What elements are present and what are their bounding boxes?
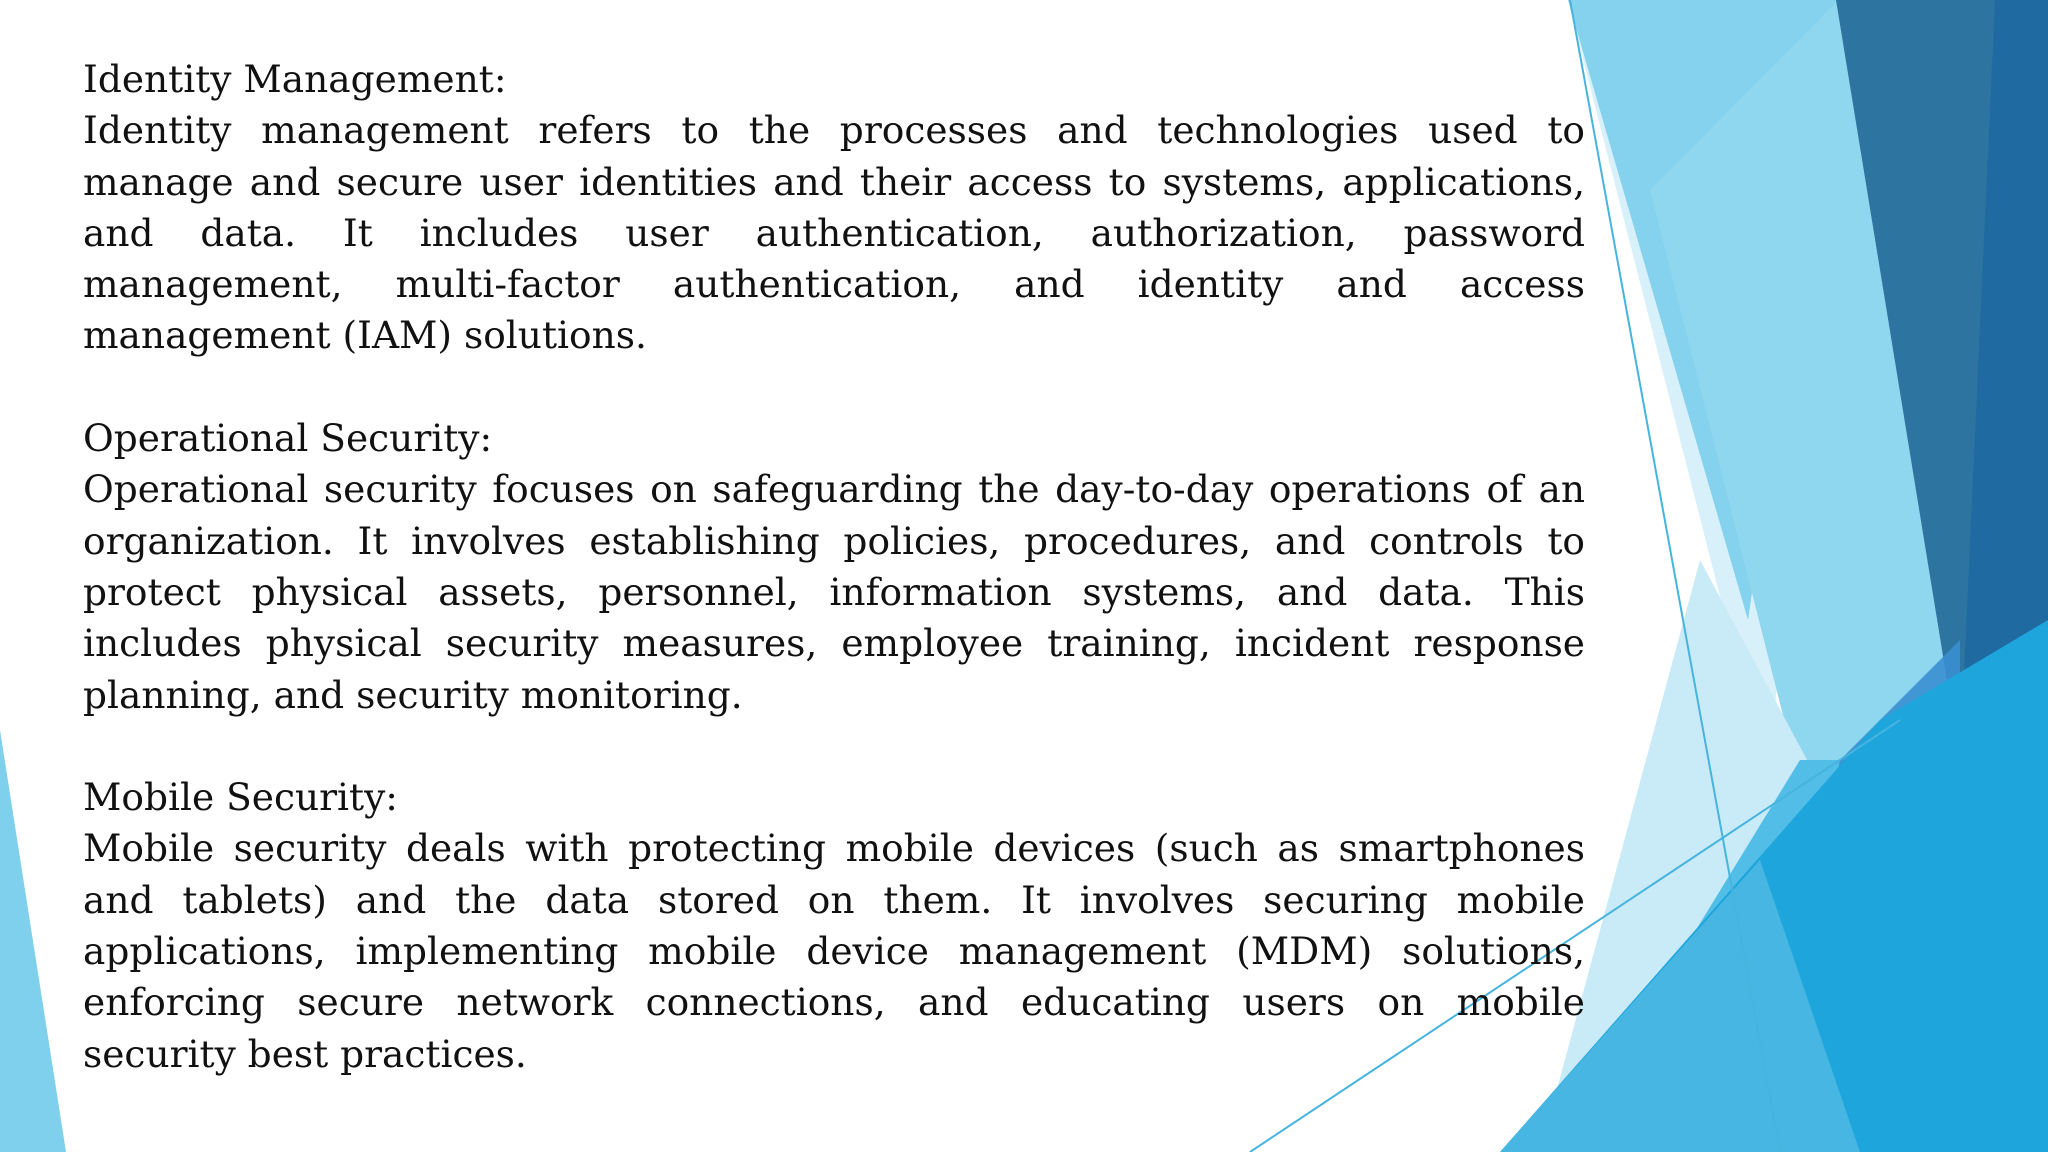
section-operational-security [83,413,1585,721]
section-heading: Operational Security: [83,416,493,461]
section-body: Mobile security deals with protecting mobile devices (such as smartphones and tablets) and the data stored on them. It involves securing mobile applications, implementing mobile device management (MDM) solutions, enforcing secure network connections, and educating users on mobile security best practices. [83,826,1585,1076]
section-body: Identity management refers to the processes and technologies used to manage and secure user identities and their access to systems, applications, and data. It includes user authentication, authorization, password management, multi-factor authentication, and identity and access management (IAM) solutions. [83,108,1585,358]
left-accent-triangle [0,730,66,1152]
section-identity-management [83,54,1585,362]
section-mobile-security [83,772,1585,1080]
section-body: Operational security focuses on safeguarding the day-to-day operations of an organization. It involves establishing policies, procedures, and controls to protect physical assets, personnel, information systems, and data. This includes physical security measures, employee training, incident response planning, and security monitoring. [83,467,1585,717]
section-heading: Identity Management: [83,57,507,101]
slide-text-content [83,54,1585,1080]
section-heading: Mobile Security: [83,775,398,820]
